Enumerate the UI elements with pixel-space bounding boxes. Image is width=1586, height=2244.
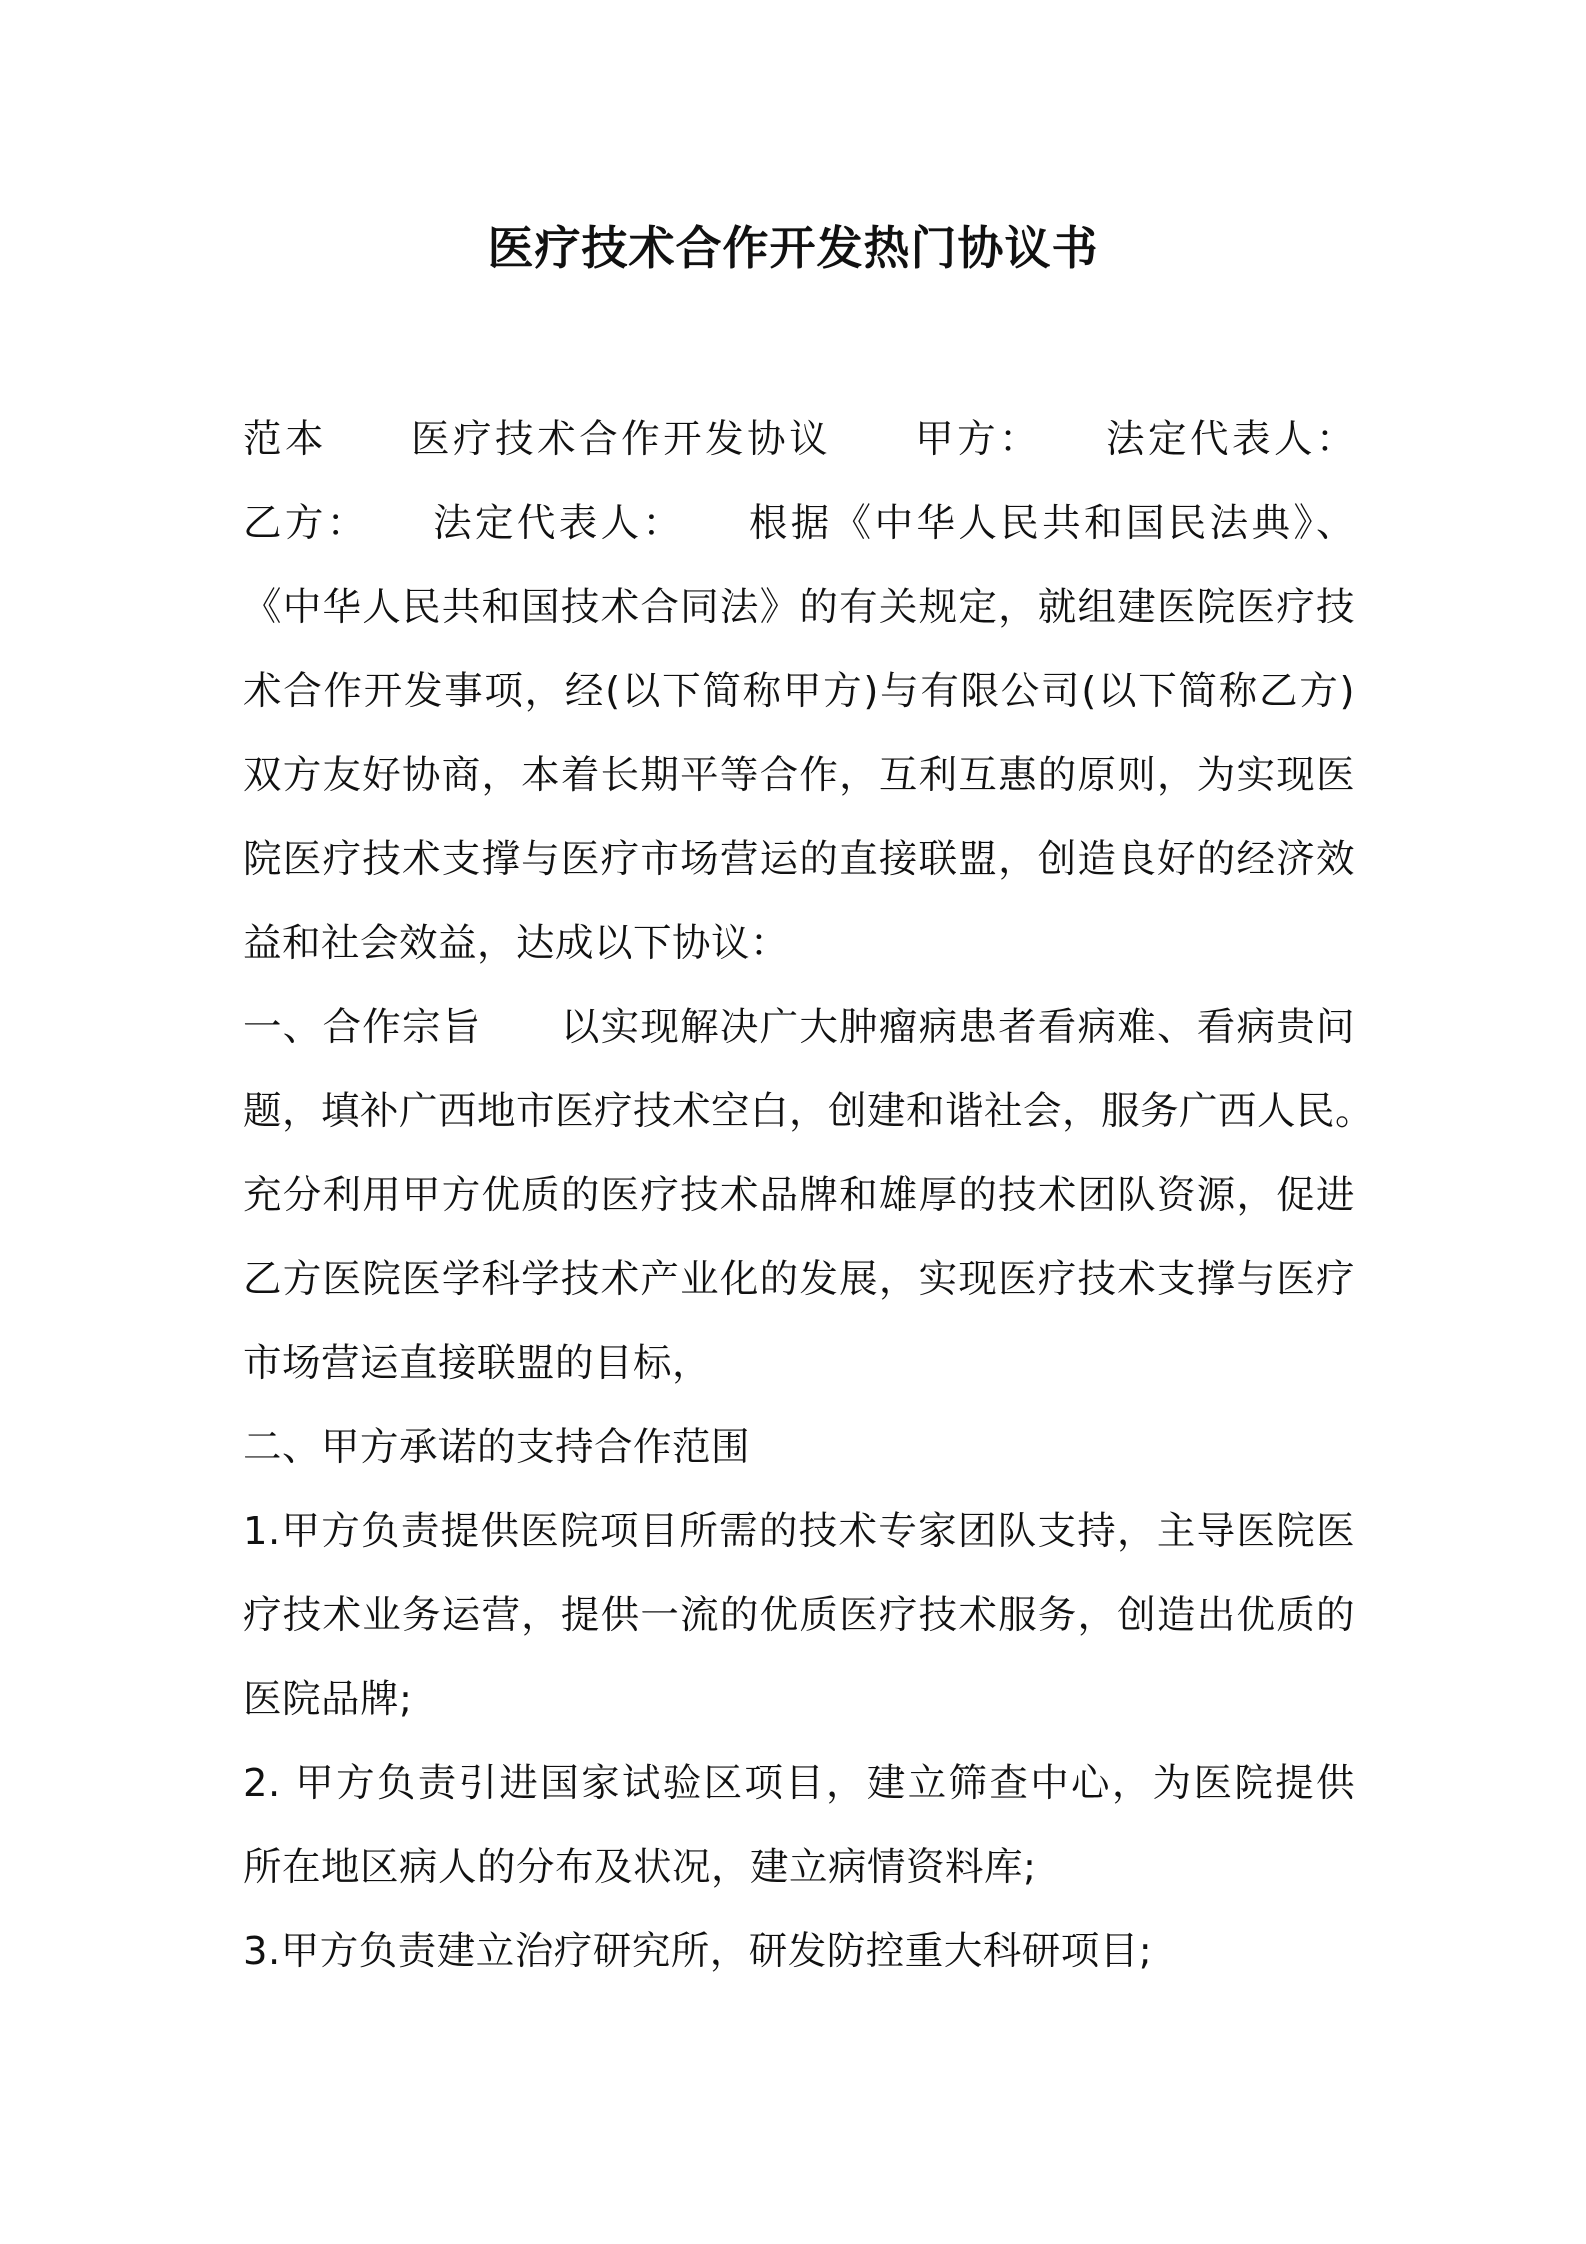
text-line: 疗技术业务运营，提供一流的优质医疗技术服务，创造出优质的 [243,1593,1355,1638]
text-line: 一、合作宗旨 以实现解决广大肿瘤病患者看病难、看病贵问 [243,1005,1355,1050]
text-line: 1.甲方负责提供医院项目所需的技术专家团队支持，主导医院医 [243,1509,1355,1554]
text-line: 2. 甲方负责引进国家试验区项目，建立筛查中心，为医院提供 [243,1761,1355,1806]
text-line: 二、甲方承诺的支持合作范围 [243,1425,751,1470]
text-line: 医院品牌; [243,1677,413,1722]
text-line: 所在地区病人的分布及状况，建立病情资料库; [243,1845,1037,1890]
text-line: 题，填补广西地市医疗技术空白，创建和谐社会，服务广西人民。 [243,1089,1375,1134]
text-line: 益和社会效益，达成以下协议： [243,921,790,966]
document-title: 医疗技术合作开发热门协议书 [487,221,1099,275]
text-line: 乙方： 法定代表人： 根据《中华人民共和国民法典》、 [243,501,1355,546]
text-line: 院医疗技术支撑与医疗市场营运的直接联盟，创造良好的经济效 [243,837,1355,882]
text-line: 范本 医疗技术合作开发协议 甲方： 法定代表人： [243,417,1355,462]
text-line: 乙方医院医学科学技术产业化的发展，实现医疗技术支撑与医疗 [243,1257,1355,1302]
document-body [243,398,1375,1994]
text-line: 充分利用甲方优质的医疗技术品牌和雄厚的技术团队资源，促进 [243,1173,1355,1218]
text-line: 市场营运直接联盟的目标， [243,1341,712,1386]
text-line: 双方友好协商，本着长期平等合作，互利互惠的原则，为实现医 [243,753,1355,798]
text-line: 3.甲方负责建立治疗研究所，研发防控重大科研项目; [243,1929,1153,1974]
text-line: 《中华人民共和国技术合同法》的有关规定，就组建医院医疗技 [243,585,1355,630]
text-line: 术合作开发事项，经(以下简称甲方)与有限公司(以下简称乙方) [243,669,1355,714]
